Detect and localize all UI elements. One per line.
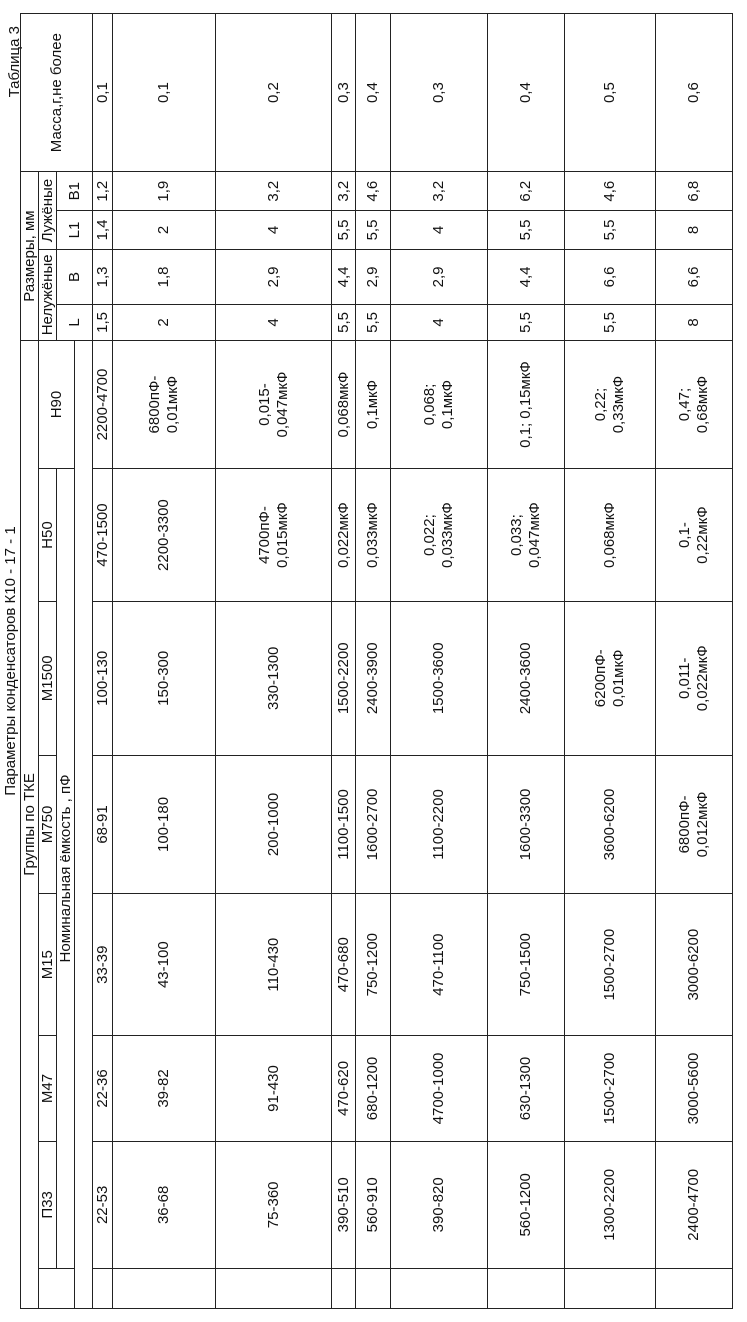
table-body xyxy=(93,14,733,1309)
row-spacer-cell xyxy=(356,1268,391,1308)
cell-b1 xyxy=(565,172,656,211)
cell-m750 xyxy=(565,755,656,894)
dim-header-l1: L1 xyxy=(57,211,93,250)
cell-m750 xyxy=(391,755,488,894)
cell-text: 2 xyxy=(155,318,172,327)
col-header-n90: Н90 xyxy=(39,340,75,468)
row-spacer-cell xyxy=(565,1268,656,1308)
cell-text: 2400-4700 xyxy=(685,1168,702,1241)
cell-b xyxy=(391,249,488,304)
header-spacer-bottom xyxy=(75,340,93,1308)
cell-text: 6,6 xyxy=(685,266,702,288)
cell-text: 4,4 xyxy=(334,266,352,288)
cell-text: 3000-5600 xyxy=(685,1052,702,1125)
cell-m750 xyxy=(93,755,113,894)
cell-text: 75-360 xyxy=(264,1181,282,1229)
cell-text: 1100-2200 xyxy=(430,789,447,860)
cell-text: 1,2 xyxy=(94,180,111,202)
cell-m15 xyxy=(488,894,565,1036)
cell-text: 0,6 xyxy=(685,82,702,104)
cell-m750 xyxy=(488,755,565,894)
cell-text: 0,022; 0,033мкФ xyxy=(421,502,456,569)
cell-text: 1100-1500 xyxy=(334,789,352,860)
cell-text: 1600-3300 xyxy=(517,788,534,861)
unplated-header: Нелужёные xyxy=(39,249,57,340)
cell-p33 xyxy=(356,1141,391,1268)
col-header-m15: М15 xyxy=(39,894,57,1036)
cell-m750 xyxy=(113,755,216,894)
cell-text: 5,5 xyxy=(334,312,352,333)
cell-text: 68-91 xyxy=(94,805,111,844)
page-title: Параметры конденсаторов К10 - 17 - 1 xyxy=(2,526,19,796)
cell-text: 200-1000 xyxy=(264,792,282,857)
cell-text: 5,5 xyxy=(517,312,534,333)
cell-text: 1600-2700 xyxy=(364,788,381,861)
cell-text: 0,011- 0,022мкФ xyxy=(676,645,711,712)
row-spacer-cell xyxy=(216,1268,332,1308)
cell-m15 xyxy=(356,894,391,1036)
cell-text: 100-130 xyxy=(94,650,111,706)
cell-text: 22-53 xyxy=(94,1185,111,1225)
dim-header-b1: B1 xyxy=(57,172,93,211)
cell-m15 xyxy=(656,894,733,1036)
table-row xyxy=(93,14,113,1309)
cell-p33 xyxy=(216,1141,332,1268)
cell-n50 xyxy=(356,469,391,602)
header-row-groups xyxy=(21,14,39,1309)
row-spacer-cell xyxy=(332,1268,356,1308)
cell-text: 2400-3600 xyxy=(517,642,534,715)
cell-text: 680-1200 xyxy=(364,1056,381,1121)
cell-text: 2,9 xyxy=(264,266,282,288)
cell-text: 110-430 xyxy=(264,937,282,992)
cell-text: 2,9 xyxy=(364,266,381,288)
cell-n50 xyxy=(332,469,356,602)
cell-l xyxy=(656,305,733,341)
cell-text: 330-1300 xyxy=(264,646,282,710)
cell-text: 43-100 xyxy=(155,941,172,989)
cell-l1 xyxy=(391,211,488,250)
cell-mass xyxy=(488,14,565,172)
row-spacer-cell xyxy=(93,1268,113,1308)
cell-text: 4,6 xyxy=(364,180,381,202)
cell-m750 xyxy=(356,755,391,894)
cell-m47 xyxy=(356,1036,391,1142)
cell-l1 xyxy=(656,211,733,250)
cell-m1500 xyxy=(391,601,488,755)
cell-text: 0,4 xyxy=(364,82,381,104)
capacitor-parameters-table xyxy=(20,13,733,1309)
cell-n50 xyxy=(565,469,656,602)
cell-m15 xyxy=(93,894,113,1036)
cell-text: 0,022мкФ xyxy=(334,502,352,569)
sizes-header: Размеры, мм xyxy=(21,172,39,341)
cell-text: 4700пФ- 0,015мкФ xyxy=(255,502,291,569)
cell-text: 470-1500 xyxy=(94,503,111,567)
cell-p33 xyxy=(93,1141,113,1268)
table-row xyxy=(488,14,565,1309)
cell-m15 xyxy=(565,894,656,1036)
table-row xyxy=(332,14,356,1309)
cell-n90 xyxy=(332,340,356,468)
cell-b1 xyxy=(488,172,565,211)
cell-n50 xyxy=(391,469,488,602)
cell-b1 xyxy=(216,172,332,211)
cell-m750 xyxy=(216,755,332,894)
cell-text: 2 xyxy=(155,225,172,235)
table-row xyxy=(216,14,332,1309)
cell-text: 6800пФ- 0,012мкФ xyxy=(676,791,711,858)
col-header-m750: М750 xyxy=(39,755,57,894)
dim-header-b: B xyxy=(57,249,93,304)
cell-text: 470-680 xyxy=(334,937,352,993)
cell-text: 0,068мкФ xyxy=(601,502,618,569)
cell-text: 0,3 xyxy=(334,82,352,104)
cell-n50 xyxy=(113,469,216,602)
cell-text: 390-820 xyxy=(430,1177,447,1233)
cell-n90 xyxy=(565,340,656,468)
cell-l1 xyxy=(488,211,565,250)
cell-text: 1,9 xyxy=(155,180,172,202)
cell-b1 xyxy=(332,172,356,211)
cell-text: 0,1; 0,15мкФ xyxy=(517,361,534,448)
cell-text: 470-1100 xyxy=(430,933,447,996)
cell-text: 5,5 xyxy=(364,219,381,241)
nominal-capacity-header: Номинальная ёмкость , пФ xyxy=(57,469,75,1269)
cell-text: 630-1300 xyxy=(517,1056,534,1121)
cell-m15 xyxy=(216,894,332,1036)
cell-text: 0,068мкФ xyxy=(334,371,352,438)
cell-text: 3,2 xyxy=(430,180,447,202)
cell-l xyxy=(113,305,216,341)
row-spacer-cell xyxy=(391,1268,488,1308)
cell-m47 xyxy=(391,1036,488,1142)
dim-header-l: L xyxy=(57,305,93,341)
cell-l xyxy=(93,305,113,341)
cell-m1500 xyxy=(93,601,113,755)
cell-b xyxy=(488,249,565,304)
mass-header: Масса,г,не более xyxy=(21,14,93,172)
cell-text: 2400-3900 xyxy=(364,642,381,715)
groups-header: Группы по ТКЕ xyxy=(21,340,39,1308)
cell-m1500 xyxy=(565,601,656,755)
cell-text: 4 xyxy=(264,225,282,235)
cell-text: 0,015- 0,047мкФ xyxy=(255,371,291,438)
table-row xyxy=(565,14,656,1309)
cell-text: 2200-3300 xyxy=(155,499,172,571)
header-row-columns xyxy=(39,14,57,1309)
cell-n90 xyxy=(356,340,391,468)
cell-m47 xyxy=(216,1036,332,1142)
cell-b1 xyxy=(113,172,216,211)
cell-mass xyxy=(93,14,113,172)
cell-text: 1,5 xyxy=(94,312,111,333)
cell-text: 6200пФ- 0,01мкФ xyxy=(592,649,627,708)
cell-b1 xyxy=(656,172,733,211)
cell-m1500 xyxy=(488,601,565,755)
cell-text: 0,068; 0,1мкФ xyxy=(421,379,456,430)
cell-text: 3,2 xyxy=(264,180,282,202)
cell-text: 4700-1000 xyxy=(430,1052,447,1125)
cell-text: 1,3 xyxy=(94,266,111,288)
cell-text: 4 xyxy=(430,225,447,235)
row-spacer-cell xyxy=(656,1268,733,1308)
plated-header: Лужёные xyxy=(39,172,57,250)
cell-text: 0,1мкФ xyxy=(364,379,381,430)
cell-text: 0,033; 0,047мкФ xyxy=(508,502,543,569)
cell-text: 0,5 xyxy=(601,82,618,104)
table-row xyxy=(391,14,488,1309)
cell-text: 8 xyxy=(685,225,702,235)
cell-n50 xyxy=(93,469,113,602)
cell-text: 2,9 xyxy=(430,266,447,288)
cell-text: 5,5 xyxy=(334,219,352,241)
cell-text: 5,5 xyxy=(364,312,381,333)
cell-p33 xyxy=(332,1141,356,1268)
cell-m750 xyxy=(656,755,733,894)
cell-m1500 xyxy=(113,601,216,755)
cell-p33 xyxy=(391,1141,488,1268)
cell-m47 xyxy=(93,1036,113,1142)
table-label: Таблица 3 xyxy=(6,26,23,98)
cell-text: 1300-2200 xyxy=(601,1168,618,1241)
col-header-n50: Н50 xyxy=(39,469,57,602)
cell-text: 1500-2700 xyxy=(601,1052,618,1125)
cell-p33 xyxy=(488,1141,565,1268)
cell-text: 4 xyxy=(264,318,282,327)
cell-l1 xyxy=(216,211,332,250)
cell-m750 xyxy=(332,755,356,894)
cell-m15 xyxy=(391,894,488,1036)
cell-m47 xyxy=(488,1036,565,1142)
row-spacer-cell xyxy=(488,1268,565,1308)
cell-mass xyxy=(332,14,356,172)
cell-m47 xyxy=(113,1036,216,1142)
cell-text: 33-39 xyxy=(94,945,111,984)
col-header-m47: М47 xyxy=(39,1036,57,1142)
cell-text: 91-430 xyxy=(264,1065,282,1112)
cell-text: 1500-3600 xyxy=(430,642,447,715)
cell-text: 150-300 xyxy=(155,650,172,706)
cell-text: 3000-6200 xyxy=(685,928,702,1001)
cell-m1500 xyxy=(656,601,733,755)
cell-m15 xyxy=(332,894,356,1036)
cell-text: 560-1200 xyxy=(517,1173,534,1237)
cell-l xyxy=(216,305,332,341)
cell-n90 xyxy=(93,340,113,468)
col-header-m1500: М1500 xyxy=(39,601,57,755)
cell-text: 0,1 xyxy=(94,82,111,104)
cell-text: 6,2 xyxy=(517,180,534,202)
cell-text: 0,2 xyxy=(264,82,282,104)
cell-l xyxy=(391,305,488,341)
cell-text: 0,47; 0,68мкФ xyxy=(676,375,711,434)
cell-text: 750-1200 xyxy=(364,932,381,997)
cell-l1 xyxy=(332,211,356,250)
cell-text: 3,2 xyxy=(334,180,352,202)
cell-l xyxy=(488,305,565,341)
cell-text: 1,4 xyxy=(94,219,111,241)
cell-text: 4,6 xyxy=(601,180,618,202)
cell-m1500 xyxy=(216,601,332,755)
cell-text: 6,6 xyxy=(601,266,618,288)
cell-text: 0,4 xyxy=(517,82,534,104)
cell-l xyxy=(356,305,391,341)
cell-l1 xyxy=(113,211,216,250)
cell-mass xyxy=(356,14,391,172)
cell-mass xyxy=(113,14,216,172)
cell-l1 xyxy=(356,211,391,250)
cell-text: 0,3 xyxy=(430,82,447,104)
cell-text: 3600-6200 xyxy=(601,788,618,861)
table-row xyxy=(656,14,733,1309)
cell-text: 1500-2200 xyxy=(334,642,352,715)
cell-text: 390-510 xyxy=(334,1177,352,1233)
cell-l1 xyxy=(565,211,656,250)
cell-m1500 xyxy=(356,601,391,755)
cell-b1 xyxy=(93,172,113,211)
cell-text: 4,4 xyxy=(517,266,534,288)
cell-b xyxy=(656,249,733,304)
cell-text: 5,5 xyxy=(601,312,618,333)
cell-b1 xyxy=(391,172,488,211)
cell-m1500 xyxy=(332,601,356,755)
cell-text: 0,22; 0,33мкФ xyxy=(592,375,627,434)
cell-n90 xyxy=(391,340,488,468)
cell-text: 1500-2700 xyxy=(601,928,618,1001)
header-row-nominal xyxy=(57,14,75,1309)
cell-l xyxy=(565,305,656,341)
cell-n50 xyxy=(656,469,733,602)
cell-l1 xyxy=(93,211,113,250)
cell-n90 xyxy=(216,340,332,468)
cell-b xyxy=(113,249,216,304)
cell-b xyxy=(93,249,113,304)
cell-n90 xyxy=(113,340,216,468)
cell-n50 xyxy=(488,469,565,602)
cell-text: 0,1- 0,22мкФ xyxy=(676,506,711,564)
cell-m15 xyxy=(113,894,216,1036)
cell-n50 xyxy=(216,469,332,602)
col-header-p33: П33 xyxy=(39,1141,57,1268)
header-spacer xyxy=(39,1268,75,1308)
cell-text: 470-620 xyxy=(334,1060,352,1117)
cell-m47 xyxy=(332,1036,356,1142)
cell-text: 0,033мкФ xyxy=(364,502,381,569)
cell-p33 xyxy=(565,1141,656,1268)
cell-text: 39-82 xyxy=(155,1069,172,1108)
cell-text: 4 xyxy=(430,318,447,327)
cell-b xyxy=(565,249,656,304)
cell-mass xyxy=(565,14,656,172)
cell-text: 6800пФ- 0,01мкФ xyxy=(146,375,181,434)
cell-b xyxy=(356,249,391,304)
table-row xyxy=(113,14,216,1309)
cell-p33 xyxy=(113,1141,216,1268)
cell-b xyxy=(332,249,356,304)
cell-mass xyxy=(216,14,332,172)
cell-text: 2200-4700 xyxy=(94,368,111,441)
cell-text: 6,8 xyxy=(685,180,702,202)
cell-m47 xyxy=(565,1036,656,1142)
cell-text: 560-910 xyxy=(364,1177,381,1233)
cell-n90 xyxy=(488,340,565,468)
cell-text: 8 xyxy=(685,318,702,327)
cell-text: 36-68 xyxy=(155,1185,172,1225)
cell-mass xyxy=(656,14,733,172)
cell-text: 1,8 xyxy=(155,266,172,288)
cell-text: 5,5 xyxy=(517,219,534,241)
cell-b1 xyxy=(356,172,391,211)
cell-m47 xyxy=(656,1036,733,1142)
row-spacer-cell xyxy=(113,1268,216,1308)
cell-text: 22-36 xyxy=(94,1069,111,1108)
cell-p33 xyxy=(656,1141,733,1268)
cell-text: 0,1 xyxy=(155,82,172,104)
cell-b xyxy=(216,249,332,304)
table-row xyxy=(356,14,391,1309)
cell-text: 5,5 xyxy=(601,219,618,241)
cell-mass xyxy=(391,14,488,172)
cell-n90 xyxy=(656,340,733,468)
cell-text: 100-180 xyxy=(155,796,172,852)
cell-text: 750-1500 xyxy=(517,932,534,997)
cell-l xyxy=(332,305,356,341)
